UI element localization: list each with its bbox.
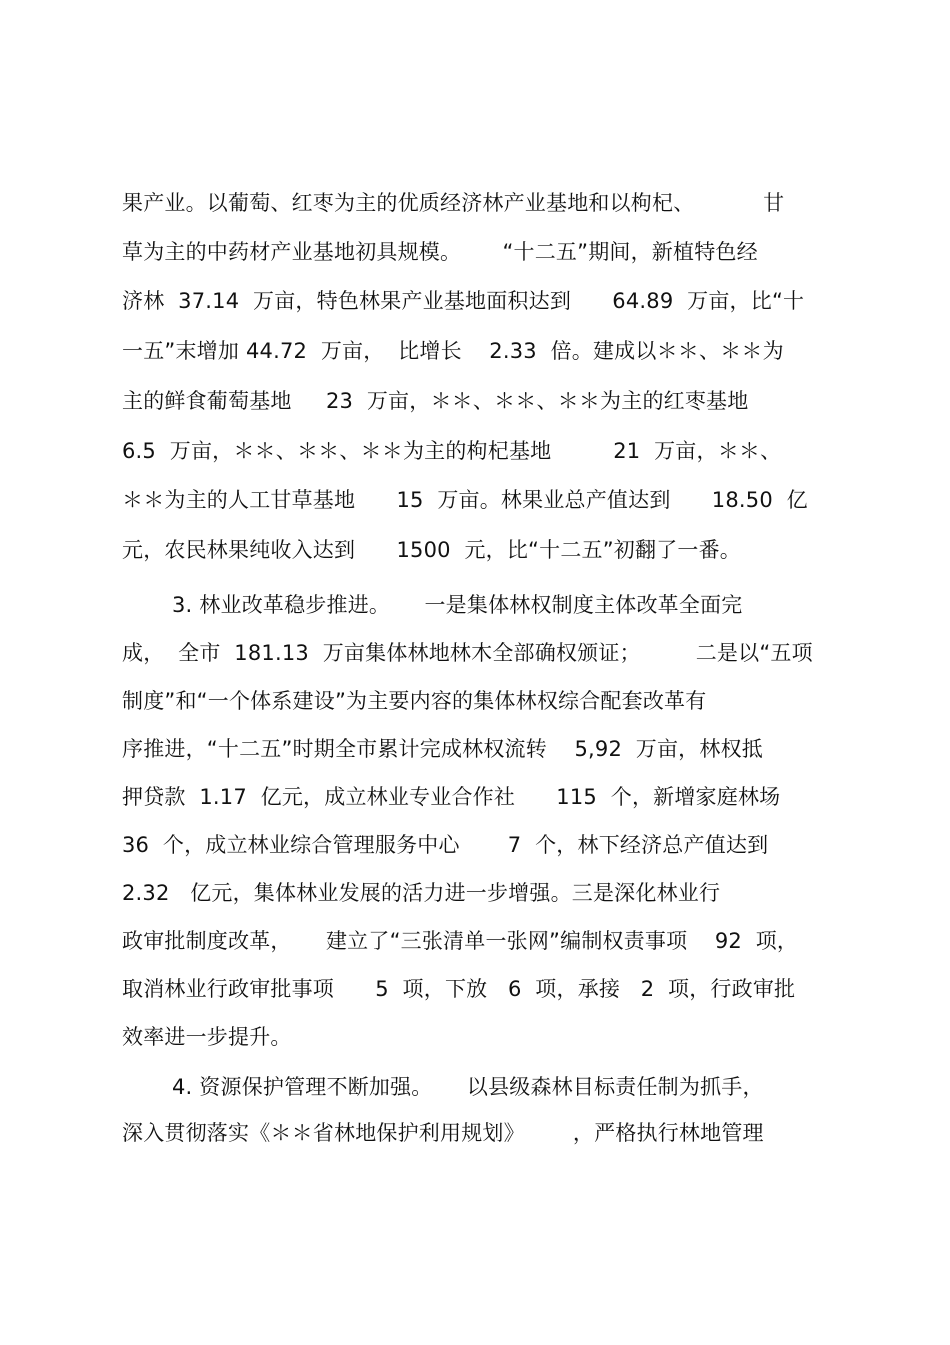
text-line-2: 草为主的中药材产业基地初具规模。 “十二五”期间，新植特色经 xyxy=(122,240,758,264)
text-line-16: 政审批制度改革， 建立了“三张清单一张网”编制权责事项 92 项， xyxy=(122,929,799,953)
text-line-15: 2.32 亿元，集体林业发展的活力进一步增强。三是深化林业行 xyxy=(122,881,721,905)
text-line-14: 36 个，成立林业综合管理服务中心 7 个，林下经济总产值达到 xyxy=(122,833,769,857)
text-line-10: 成， 全市 181.13 万亩集体林地林木全部确权颁证； 二是以“五项 xyxy=(122,641,813,665)
text-line-18: 效率进一步提升。 xyxy=(122,1025,292,1049)
text-line-5: 主的鲜食葡萄基地 23 万亩，＊＊、＊＊、＊＊为主的红枣基地 xyxy=(122,389,749,413)
text-line-20: 深入贯彻落实《＊＊省林地保护利用规划》 ，严格执行林地管理 xyxy=(122,1121,764,1145)
text-line-4: 一五”末增加 44.72 万亩， 比增长 2.33 倍。建成以＊＊、＊＊为 xyxy=(122,339,784,363)
section-heading-4: 4. 资源保护管理不断加强。 以县级森林目标责任制为抓手， xyxy=(172,1075,764,1099)
text-line-13: 押贷款 1.17 亿元，成立林业专业合作社 115 个，新增家庭林场 xyxy=(122,785,781,809)
text-line-3: 济林 37.14 万亩，特色林果产业基地面积达到 64.89 万亩，比“十 xyxy=(122,289,805,313)
text-line-11: 制度”和“一个体系建设”为主要内容的集体林权综合配套改革有 xyxy=(122,689,707,713)
text-line-6: 6.5 万亩，＊＊、＊＊、＊＊为主的枸杞基地 21 万亩，＊＊、 xyxy=(122,439,782,463)
text-line-7: ＊＊为主的人工甘草基地 15 万亩。林果业总产值达到 18.50 亿 xyxy=(122,488,808,512)
text-line-12: 序推进，“十二五”时期全市累计完成林权流转 5,92 万亩，林权抵 xyxy=(122,737,763,761)
text-line-8: 元，农民林果纯收入达到 1500 元，比“十二五”初翻了一番。 xyxy=(122,538,742,562)
text-line-1: 果产业。以葡萄、红枣为主的优质经济林产业基地和以枸杞、 甘 xyxy=(122,191,785,215)
section-heading-3: 3. 林业改革稳步推进。 一是集体林权制度主体改革全面完 xyxy=(172,593,743,617)
text-line-17: 取消林业行政审批事项 5 项，下放 6 项，承接 2 项，行政审批 xyxy=(122,977,796,1001)
